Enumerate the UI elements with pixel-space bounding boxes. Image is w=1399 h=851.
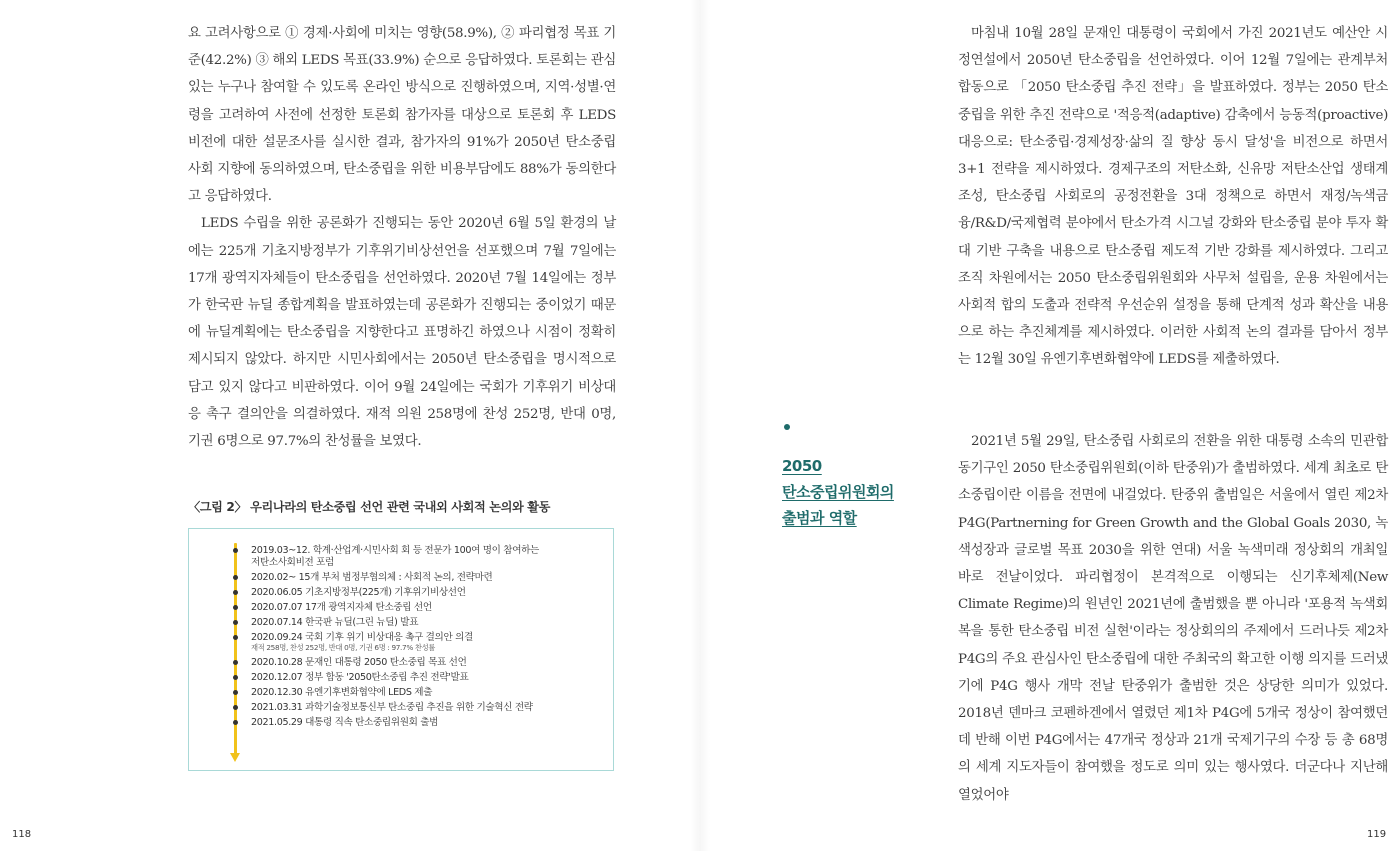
section-heading-line-3: 출범과 역할 (782, 509, 857, 527)
timeline-item (229, 572, 609, 584)
bullet-icon (233, 690, 238, 695)
bullet-icon (233, 605, 238, 610)
bullet-icon (233, 660, 238, 665)
page-number-left: 118 (12, 829, 32, 840)
timeline-item-continuation: 저탄소사회비전 포럼 (251, 556, 334, 568)
timeline-item (229, 717, 609, 729)
timeline-item-text: 2020.07.14 한국판 뉴딜(그린 뉴딜) 발표 (251, 616, 419, 628)
timeline-arrow-icon (230, 753, 240, 762)
timeline-item (229, 602, 609, 614)
bullet-icon (233, 575, 238, 580)
bullet-icon (233, 590, 238, 595)
timeline-item (229, 545, 609, 568)
bullet-icon (233, 635, 238, 640)
bullet-icon (233, 705, 238, 710)
right-paragraph-2: 2021년 5월 29일, 탄소중립 사회로의 전환을 위한 대통령 소속의 민관합동기구인 2050 탄소중립위원회(이하 탄중위)가 출범하였다. 세계 최초로 탄소중립이란 이름을 전면에 내걸었다. 탄중위 출범일은 서울에서 열린 제2차 P4G(Partnerning for Green Growth and the Global Goals 2030, 녹색성장과 글로벌 목표 2030을 위한 연대) 서울 녹색미래 정상회의 개최일 바로 전날이었다. 파리협정이 본격적으로 이행되는 신기후체제(New Climate Regime)의 원년인 2021년에 출범했을 뿐 아니라 '포용적 녹색회복을 통한 탄소중립 비전 실현'이라는 정상회의의 주제에서 드러나듯 제2차 P4G의 주요 관심사인 탄소중립에 대한 주최국의 확고한 이행 의지를 드러냈기에 P4G 행사 개막 전날 탄중위가 출범한 것은 상당한 의미가 있었다. 2018년 덴마크 코펜하겐에서 열렸던 제1차 P4G에 5개국 정상이 참여했던 데 반해 이번 P4G에서는 47개국 정상과 21개 국제기구의 수장 등 총 68명의 세계 지도자들이 참여했을 정도로 의미 있는 행사였다. 더군다나 지난해 열었어야 (958, 434, 1388, 803)
timeline-item (229, 702, 609, 714)
right-body-text-1 (958, 20, 1388, 374)
right-page (700, 0, 1399, 851)
timeline-item (229, 587, 609, 599)
right-paragraph-1: 마침내 10월 28일 문재인 대통령이 국회에서 가진 2021년도 예산안 시정연설에서 2050년 탄소중립을 선언하였다. 이어 12월 7일에는 관계부처 합동으로 「2050 탄소중립 추진 전략」을 발표하였다. 정부는 2050 탄소중립을 위한 추진 전략으로 '적응적(adaptive) 감축에서 능동적(proactive) 대응으로: 탄소중립·경제성장·삶의 질 향상 동시 달성'을 비전으로 하면서 3+1 전략을 제시하였다. 경제구조의 저탄소화, 신유망 저탄소산업 생태계 조성, 탄소중립 사회로의 공정전환을 3대 정책으로 하면서 재정/녹색금융/R&D/국제협력 분야에서 탄소가격 시그널 강화와 탄소중립 분야 투자 확대 기반 구축을 내용으로 탄소중립 제도적 기반 강화를 제시하였다. 그리고 조직 차원에서는 2050 탄소중립위원회와 사무처 설립을, 운용 차원에서는 사회적 합의 도출과 전략적 우선순위 설정을 통해 단계적 성과 확산을 내용으로 하는 추진체계를 제시하였다. 이러한 사회적 논의 결과를 담아서 정부는 12월 30일 유엔기후변화협약에 LEDS를 제출하였다. (958, 26, 1388, 368)
left-paragraph-2: LEDS 수립을 위한 공론화가 진행되는 동안 2020년 6월 5일 환경의 날에는 225개 기초지방정부가 기후위기비상선언을 선포했으며 7월 7일에는 17개 광역지자체들이 탄소중립을 선언하였다. 2020년 7월 14일에는 정부가 한국판 뉴딜 종합계획을 발표하였는데 공론화가 진행되는 중이었기 때문에 뉴딜계획에는 탄소중립을 지향한다고 표명하긴 하였으나 시점이 정확히 제시되지 않았다. 하지만 시민사회에서는 2050년 탄소중립을 명시적으로 담고 있지 않다고 비판하였다. 이어 9월 24일에는 국회가 기후위기 비상대응 촉구 결의안을 의결하였다. 재적 의원 258명에 찬성 252명, 반대 0명, 기권 6명으로 97.7%의 찬성률을 보였다. (188, 216, 616, 450)
timeline-item-text: 2020.10.28 문재인 대통령 2050 탄소중립 목표 선언 (251, 657, 467, 669)
page-number-right: 119 (1367, 829, 1387, 840)
section-heading-line-1: 2050 (782, 457, 822, 475)
figure-caption: 〈그림 2〉 우리나라의 탄소중립 선언 관련 국내외 사회적 논의와 활동 (188, 500, 550, 514)
timeline-item (229, 632, 609, 654)
timeline-item (229, 687, 609, 699)
timeline-item-text: 2021.03.31 과학기술정보통신부 탄소중립 추진을 위한 기술혁신 전략 (251, 702, 533, 714)
figure-timeline-box (188, 528, 614, 771)
timeline-item-text: 2020.02~ 15개 부처 범정부협의체 : 사회적 논의, 전략마련 (251, 571, 493, 583)
timeline-item (229, 657, 609, 669)
timeline-item-subtext: 재적 258명, 찬성 252명, 반대 0명, 기권 6명 : 97.7% 찬성률 (251, 643, 435, 653)
timeline-item-text: 2020.07.07 17개 광역지자체 탄소중립 선언 (251, 601, 432, 613)
bullet-icon (233, 548, 238, 553)
timeline-item-text: 2021.05.29 대통령 직속 탄소중립위원회 출범 (251, 717, 439, 729)
timeline-item-text: 2019.03~12. 학계·산업계·시민사회 회 등 전문가 100여 명이 참여하는 (251, 545, 539, 556)
timeline-item (229, 617, 609, 629)
left-body-text (188, 20, 616, 455)
timeline-item-text: 2020.06.05 기초지방정부(225개) 기후위기비상선언 (251, 586, 466, 598)
timeline-item-text: 2020.12.07 정부 합동 '2050탄소중립 추진 전략'발표 (251, 672, 469, 684)
section-heading-line-2: 탄소중립위원회의 (782, 483, 894, 501)
timeline-item-text: 2020.09.24 국회 기후 위기 비상대응 촉구 결의안 의결 (251, 631, 473, 643)
section-bullet-icon (784, 424, 790, 430)
left-paragraph-1: 요 고려사항으로 ① 경제·사회에 미치는 영향(58.9%), ② 파리협정 목표 기준(42.2%) ③ 해외 LEDS 목표(33.9%) 순으로 응답하였다. 토론회는 관심 있는 누구나 참여할 수 있도록 온라인 방식으로 진행하였으며, 지역·성별·연령을 고려하여 사전에 선정한 토론회 참가자를 대상으로 토론회 후 LEDS 비전에 대한 설문조사를 실시한 결과, 참가자의 91%가 2050년 탄소중립 사회 지향에 동의하였으며, 탄소중립을 위한 비용부담에도 88%가 동의한다고 응답하였다. (188, 26, 616, 205)
timeline-item-text: 2020.12.30 유엔기후변화협약에 LEDS 제출 (251, 687, 433, 699)
bullet-icon (233, 675, 238, 680)
timeline-items (229, 545, 609, 733)
timeline-item (229, 672, 609, 684)
bullet-icon (233, 620, 238, 625)
section-heading (782, 453, 932, 531)
bullet-icon (233, 720, 238, 725)
right-body-text-2 (958, 428, 1388, 809)
